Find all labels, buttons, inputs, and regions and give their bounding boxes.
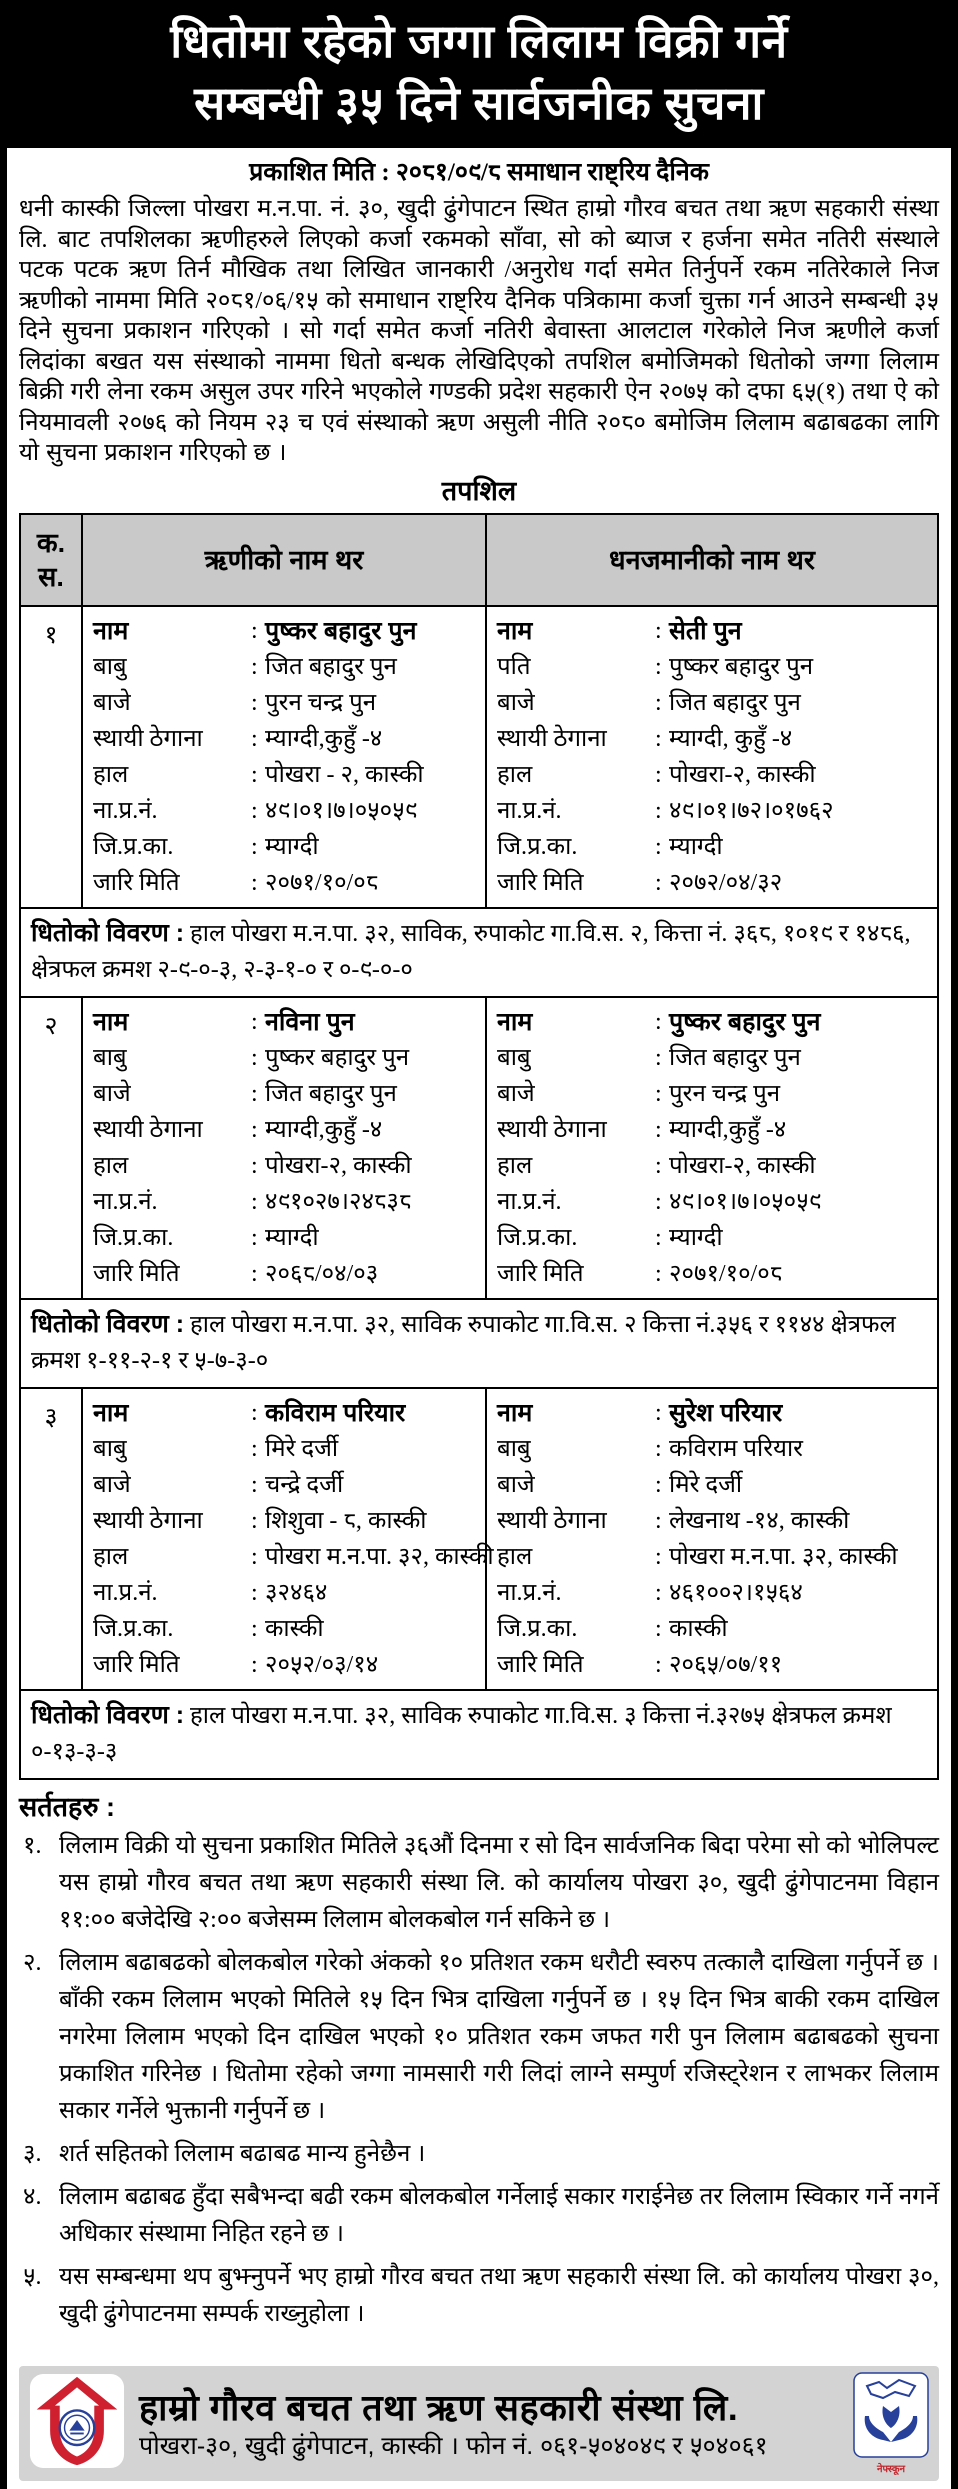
field-value: पुष्कर बहादुर पुन xyxy=(265,616,417,645)
field-line xyxy=(497,1004,929,1040)
field-label: हाल xyxy=(93,761,129,788)
field-value: सुरेश परियार xyxy=(669,1398,783,1427)
field-line xyxy=(93,1503,477,1539)
field-colon: : xyxy=(655,1471,662,1498)
field-line xyxy=(497,1575,929,1611)
collateral-text: हाल पोखरा म.न.पा. ३२, साविक रुपाकोट गा.वि.स. ३ कित्ता नं.३२७५ क्षेत्रफल क्रमश ०-१३-३-३ xyxy=(31,1702,892,1765)
field-colon: : xyxy=(251,1399,258,1426)
field-label: हाल xyxy=(93,1152,129,1179)
field-value: पोखरा - २, कास्की xyxy=(265,761,424,788)
field-line xyxy=(93,1148,477,1184)
field-colon: : xyxy=(251,1471,258,1498)
field-colon: : xyxy=(655,1116,662,1143)
field-label: जारि मिति xyxy=(497,1260,584,1287)
field-line xyxy=(93,613,477,649)
field-colon: : xyxy=(655,833,662,860)
collateral-description-row xyxy=(21,907,937,996)
field-label: हाल xyxy=(497,761,533,788)
field-line xyxy=(93,1220,477,1256)
field-value: म्याग्दी,कुहुँ -४ xyxy=(265,725,383,752)
field-value: सेती पुन xyxy=(669,616,742,645)
borrower-fields xyxy=(93,613,477,901)
field-colon: : xyxy=(251,1507,258,1534)
field-label: स्थायी ठेगाना xyxy=(93,1507,203,1534)
field-label: बाजे xyxy=(497,1080,535,1107)
term-text: शर्त सहितको लिलाम बढाबढ मान्य हुनेछैन । xyxy=(59,2140,426,2167)
field-colon: : xyxy=(655,1260,662,1287)
row-serial-number: ३ xyxy=(21,1389,83,1689)
field-line xyxy=(497,1539,929,1575)
hands-map-icon xyxy=(853,2372,929,2458)
field-value: पोखरा-२, कास्की xyxy=(265,1152,412,1179)
field-line xyxy=(93,793,477,829)
field-colon: : xyxy=(655,1008,662,1035)
field-line xyxy=(497,865,929,901)
field-line xyxy=(497,1431,929,1467)
field-line xyxy=(93,1040,477,1076)
field-line xyxy=(93,1076,477,1112)
field-label: बाजे xyxy=(497,689,535,716)
field-line xyxy=(497,793,929,829)
collateral-text: हाल पोखरा म.न.पा. ३२, साविक, रुपाकोट गा.वि.स. २, कित्ता नं. ३६८, १०१९ र १४८६, क्षेत्रफल क्रमश २-९-०-३, २-३-१-० र ०-९-०-० xyxy=(31,920,911,983)
field-label: जि.प्र.का. xyxy=(93,1615,174,1642)
field-value: लेखनाथ -१४, कास्की xyxy=(669,1507,850,1534)
field-line xyxy=(93,1647,477,1683)
field-colon: : xyxy=(251,1044,258,1071)
term-item xyxy=(19,1828,939,1939)
guarantor-cell xyxy=(487,1389,937,1689)
field-colon: : xyxy=(251,1080,258,1107)
field-value: २०६५/०७/११ xyxy=(669,1651,783,1678)
borrower-fields xyxy=(93,1004,477,1292)
guarantor-cell xyxy=(487,998,937,1298)
field-colon: : xyxy=(251,1651,258,1678)
term-text: यस सम्बन्धमा थप बुझ्नुपर्ने भए हाम्रो गौरव बचत तथा ऋण सहकारी संस्था लि. को कार्यालय पोखरा ३०, खुदी ढुंगेपाटनमा सम्पर्क राख्नुहोला । xyxy=(59,2263,939,2327)
field-label: बाबु xyxy=(497,1044,531,1071)
field-value: ३२४६४ xyxy=(265,1579,328,1606)
field-line xyxy=(497,1184,929,1220)
field-colon: : xyxy=(655,1507,662,1534)
field-label: जि.प्र.का. xyxy=(497,1615,578,1642)
field-value: कविराम परियार xyxy=(669,1435,803,1462)
field-line xyxy=(497,1076,929,1112)
field-line xyxy=(93,685,477,721)
field-line xyxy=(497,757,929,793)
field-value: कविराम परियार xyxy=(265,1398,406,1427)
field-value: कास्की xyxy=(265,1615,324,1642)
details-table-header xyxy=(21,515,937,605)
field-value: २०५२/०३/१४ xyxy=(265,1651,379,1678)
field-label: बाजे xyxy=(497,1471,535,1498)
field-line xyxy=(93,1611,477,1647)
field-line xyxy=(93,1575,477,1611)
field-label: ना.प्र.नं. xyxy=(93,1579,158,1606)
term-text: लिलाम बढाबढको बोलकबोल गरेको अंकको १० प्रतिशत रकम धरौटी स्वरुप तत्कालै दाखिला गर्नुपर्ने छ । बाँकी रकम लिलाम भएको मितिले १५ दिन भित्र दाखिला गर्नुपर्ने छ । १५ दिन भित्र बाकी रकम दाखिल नगरेमा लिलाम भएको दिन दाखिल भएको १० प्रतिशत रकम जफत गरी पुन लिलाम बढाबढको सुचना प्रकाशित गरिनेछ । धितोमा रहेको जग्गा नामसारी गरी लिदां लाग्ने सम्पुर्ण रजिस्ट्रेशन र लाभकर लिलाम सकार गर्नेले भुक्तानी गर्नुपर्ने छ । xyxy=(59,1949,939,2124)
field-colon: : xyxy=(655,1044,662,1071)
row-person-details xyxy=(21,1387,937,1689)
footer-text-block xyxy=(139,2386,839,2462)
term-number: १. xyxy=(23,1832,42,1859)
field-line xyxy=(93,721,477,757)
terms-list xyxy=(19,1828,939,2339)
field-label: हाल xyxy=(93,1543,129,1570)
field-label: बाजे xyxy=(93,1471,131,1498)
borrower-cell xyxy=(83,998,487,1298)
term-item xyxy=(19,2259,939,2333)
field-label: नाम xyxy=(497,1398,533,1427)
field-colon: : xyxy=(251,1152,258,1179)
table-row xyxy=(21,996,937,1387)
field-label: बाजे xyxy=(93,1080,131,1107)
field-label: बाबु xyxy=(93,1435,127,1462)
field-label: जि.प्र.का. xyxy=(93,833,174,860)
masthead xyxy=(0,0,958,148)
field-value: म्याग्दी xyxy=(265,1224,319,1251)
collateral-label: धितोको विवरण : xyxy=(31,1309,185,1338)
page-title-line2: सम्बन्धी ३५ दिने सार्वजनीक सुचना xyxy=(194,77,764,129)
field-value: पुष्कर बहादुर पुन xyxy=(669,1007,821,1036)
field-colon: : xyxy=(655,1152,662,1179)
table-row xyxy=(21,1387,937,1778)
field-colon: : xyxy=(655,1615,662,1642)
serial-header-line2: स. xyxy=(38,561,64,592)
field-line xyxy=(93,1431,477,1467)
field-value: ४९१०२७।२४८३८ xyxy=(265,1188,412,1215)
field-line xyxy=(497,1040,929,1076)
field-line xyxy=(93,829,477,865)
field-colon: : xyxy=(251,869,258,896)
collateral-text: हाल पोखरा म.न.पा. ३२, साविक रुपाकोट गा.वि.स. २ कित्ता नं.३५६ र ११४४ क्षेत्रफल क्रमश १-११-२-१ र ५-७-३-० xyxy=(31,1311,896,1374)
field-label: नाम xyxy=(497,616,533,645)
field-colon: : xyxy=(655,797,662,824)
field-value: २०७२/०४/३२ xyxy=(669,869,783,896)
field-label: जारि मिति xyxy=(497,869,584,896)
details-table-body xyxy=(21,605,937,1778)
field-colon: : xyxy=(655,617,662,644)
field-line xyxy=(497,1611,929,1647)
field-colon: : xyxy=(655,761,662,788)
organization-name: हाम्रो गौरव बचत तथा ऋण सहकारी संस्था लि. xyxy=(139,2386,739,2428)
field-label: स्थायी ठेगाना xyxy=(497,1116,607,1143)
field-value: २०७१/१०/०८ xyxy=(265,869,379,896)
term-item xyxy=(19,2179,939,2253)
field-label: बाबु xyxy=(93,653,127,680)
field-colon: : xyxy=(251,1188,258,1215)
nefscun-logo xyxy=(853,2372,929,2475)
collateral-description-row xyxy=(21,1689,937,1778)
collateral-label: धितोको विवरण : xyxy=(31,1700,185,1729)
field-colon: : xyxy=(655,689,662,716)
field-colon: : xyxy=(251,833,258,860)
field-value: पोखरा म.न.पा. ३२, कास्की xyxy=(265,1543,494,1570)
published-date-line: प्रकाशित मिति : २०८१/०९/८ समाधान राष्ट्रिय दैनिक xyxy=(249,159,709,186)
field-label: ना.प्र.नं. xyxy=(497,1579,562,1606)
field-line xyxy=(497,685,929,721)
field-value: नविना पुन xyxy=(265,1007,355,1036)
field-label: ना.प्र.नं. xyxy=(93,1188,158,1215)
field-label: जारि मिति xyxy=(93,1260,180,1287)
field-line xyxy=(497,721,929,757)
term-number: ५. xyxy=(23,2263,42,2290)
field-line xyxy=(497,1395,929,1431)
field-value: म्याग्दी,कुहुँ -४ xyxy=(265,1116,383,1143)
field-label: ना.प्र.नं. xyxy=(497,1188,562,1215)
field-colon: : xyxy=(251,1615,258,1642)
field-colon: : xyxy=(655,1435,662,1462)
field-line xyxy=(497,1503,929,1539)
field-colon: : xyxy=(655,1224,662,1251)
field-label: जारि मिति xyxy=(497,1651,584,1678)
field-line xyxy=(93,1539,494,1575)
term-number: २. xyxy=(23,1949,42,1976)
field-label: जि.प्र.का. xyxy=(497,833,578,860)
table-row xyxy=(21,605,937,996)
field-line xyxy=(497,649,929,685)
field-colon: : xyxy=(251,1543,258,1570)
borrower-cell xyxy=(83,1389,494,1689)
collateral-description-row xyxy=(21,1298,937,1387)
field-value: कास्की xyxy=(669,1615,728,1642)
row-person-details xyxy=(21,605,937,907)
field-colon: : xyxy=(251,725,258,752)
field-label: ना.प्र.नं. xyxy=(93,797,158,824)
field-colon: : xyxy=(251,1224,258,1251)
terms-heading: सर्ततहरु : xyxy=(19,1791,116,1822)
field-colon: : xyxy=(655,1399,662,1426)
field-value: ४९।०१।७२।०१७६२ xyxy=(669,797,834,824)
field-value: पुष्कर बहादुर पुन xyxy=(669,653,814,680)
field-value: म्याग्दी, कुहुँ -४ xyxy=(669,725,793,752)
column-header-serial xyxy=(21,515,83,605)
guarantor-fields xyxy=(497,1395,929,1683)
field-value: पोखरा-२, कास्की xyxy=(669,1152,816,1179)
footer-band xyxy=(19,2366,939,2481)
column-header-borrower: ऋणीको नाम थर xyxy=(83,515,487,605)
field-colon: : xyxy=(251,1116,258,1143)
details-table xyxy=(19,513,939,1780)
field-value: पोखरा म.न.पा. ३२, कास्की xyxy=(669,1543,898,1570)
field-label: जारि मिति xyxy=(93,869,180,896)
field-label: नाम xyxy=(497,1007,533,1036)
field-label: नाम xyxy=(93,1398,129,1427)
field-colon: : xyxy=(251,653,258,680)
field-line xyxy=(93,1467,477,1503)
field-value: म्याग्दी,कुहुँ -४ xyxy=(669,1116,787,1143)
field-colon: : xyxy=(655,869,662,896)
column-header-guarantor: धनजमानीको नाम थर xyxy=(609,544,815,575)
field-line xyxy=(497,1467,929,1503)
field-label: नाम xyxy=(93,616,129,645)
cooperative-logo xyxy=(29,2373,125,2474)
field-line xyxy=(497,1148,929,1184)
field-label: बाजे xyxy=(93,689,131,716)
field-label: पति xyxy=(497,653,531,680)
notice-body xyxy=(7,148,951,2489)
organization-address-phone: पोखरा-३०, खुदी ढुंगेपाटन, कास्की । फोन नं. ०६१-५०४०४९ र ५०४०६१ xyxy=(139,2431,768,2460)
field-label: नाम xyxy=(93,1007,129,1036)
field-value: जित बहादुर पुन xyxy=(669,1044,801,1071)
field-colon: : xyxy=(655,1080,662,1107)
term-text: लिलाम विक्री यो सुचना प्रकाशित मितिले ३६औं दिनमा र सो दिन सार्वजनिक बिदा परेमा सो को भोलिपल्ट यस हाम्रो गौरव बचत तथा ऋण सहकारी संस्था लि. को कार्यालय पोखरा ३०, खुदी ढुंगेपाटनमा विहान ११:०० बजेदेखि २:०० बजेसम्म लिलाम बोलकबोल गर्न सकिने छ । xyxy=(59,1832,939,1933)
field-label: स्थायी ठेगाना xyxy=(497,725,607,752)
field-colon: : xyxy=(251,1579,258,1606)
guarantor-fields xyxy=(497,1004,929,1292)
field-colon: : xyxy=(251,689,258,716)
field-colon: : xyxy=(251,1008,258,1035)
field-label: स्थायी ठेगाना xyxy=(93,1116,203,1143)
field-line xyxy=(93,757,477,793)
guarantor-cell xyxy=(487,607,937,907)
field-colon: : xyxy=(655,653,662,680)
field-colon: : xyxy=(251,1260,258,1287)
term-item xyxy=(19,2136,939,2173)
term-number: ३. xyxy=(23,2140,42,2167)
field-value: जित बहादुर पुन xyxy=(265,1080,397,1107)
term-text: लिलाम बढाबढ हुँदा सबैभन्दा बढी रकम बोलकबोल गर्नेलाई सकार गराईनेछ तर लिलाम स्विकार गर्ने नगर्ने अधिकार संस्थामा निहित रहने छ । xyxy=(59,2183,939,2247)
field-value: जित बहादुर पुन xyxy=(265,653,397,680)
field-value: ४६१००२।१५६४ xyxy=(669,1579,803,1606)
field-colon: : xyxy=(251,617,258,644)
field-value: शिशुवा - ८, कास्की xyxy=(265,1507,427,1534)
row-serial-number: १ xyxy=(21,607,83,907)
field-line xyxy=(93,1184,477,1220)
field-value: मिरे दर्जी xyxy=(669,1471,743,1498)
field-value: पोखरा-२, कास्की xyxy=(669,761,816,788)
field-colon: : xyxy=(655,1579,662,1606)
borrower-cell xyxy=(83,607,487,907)
term-number: ४. xyxy=(23,2183,42,2210)
field-label: स्थायी ठेगाना xyxy=(497,1507,607,1534)
field-value: म्याग्दी xyxy=(669,1224,723,1251)
field-colon: : xyxy=(251,1435,258,1462)
field-value: २०६८/०४/०३ xyxy=(265,1260,379,1287)
field-label: हाल xyxy=(497,1543,533,1570)
field-colon: : xyxy=(655,1651,662,1678)
field-value: ४९।०१।७।०५०५९ xyxy=(265,797,418,824)
field-line xyxy=(93,1256,477,1292)
notice-intro-paragraph: धनी कास्की जिल्ला पोखरा म.न.पा. नं. ३०, खुदी ढुंगेपाटन स्थित हाम्रो गौरव बचत तथा ऋण सहकारी संस्था लि. बाट तपशिलका ऋणीहरुले लिएको कर्जा रकमको साँवा, सो को ब्याज र हर्जना समेत नतिरी संस्थाले पटक पटक ऋण तिर्न मौखिक तथा लिखित जानकारी /अनुरोध गर्दा समेत तिर्नुपर्ने रकम नतिरेकाले निज ऋणीको नाममा मिति २०८१/०६/१५ को समाधान राष्ट्रिय दैनिक पत्रिकामा कर्जा चुक्ता गर्न आउने सम्बन्धी ३५ दिने सुचना प्रकाशन गरिएको । सो गर्दा समेत कर्जा नतिरी बेवास्ता आलटाल गरेकोले निज ऋणीले कर्जा लिदांका बखत यस संस्थाको नाममा धितो बन्धक लेखिदिएको तपशिल बमोजिमको धितोको जग्गा लिलाम बिक्री गरी लेना रकम असुल उपर गरिने भएकोले गण्डकी प्रदेश सहकारी ऐन २०७५ को दफा ६५(१) तथा ऐ को नियमावली २०७६ को नियम २३ च एवं संस्थाको ऋण असुली नीति २०८० बमोजिम लिलाम बढाबढका लागि यो सुचना प्रकाशन गरिएको छ । xyxy=(19,196,939,466)
field-label: जारि मिति xyxy=(93,1651,180,1678)
field-value: म्याग्दी xyxy=(265,833,319,860)
field-line xyxy=(93,1395,477,1431)
details-section-title: तपशिल xyxy=(441,475,517,506)
field-line xyxy=(93,865,477,901)
field-label: ना.प्र.नं. xyxy=(497,797,562,824)
field-line xyxy=(497,1647,929,1683)
borrower-fields xyxy=(93,1395,494,1683)
field-colon: : xyxy=(251,797,258,824)
field-label: जि.प्र.का. xyxy=(93,1224,174,1251)
field-colon: : xyxy=(655,1188,662,1215)
field-line xyxy=(497,613,929,649)
field-label: स्थायी ठेगाना xyxy=(93,725,203,752)
field-line xyxy=(93,649,477,685)
field-value: २०७१/१०/०८ xyxy=(669,1260,783,1287)
field-value: ४९।०१।७।०५०५९ xyxy=(669,1188,822,1215)
field-line xyxy=(497,1220,929,1256)
field-value: पुरन चन्द्र पुन xyxy=(669,1080,781,1107)
serial-header-line1: क. xyxy=(36,527,66,558)
field-value: पुष्कर बहादुर पुन xyxy=(265,1044,410,1071)
page-title-line1: धितोमा रहेको जग्गा लिलाम विक्री गर्ने xyxy=(170,15,788,67)
field-label: बाबु xyxy=(497,1435,531,1462)
field-value: म्याग्दी xyxy=(669,833,723,860)
nefscun-caption: नेफ्स्कून xyxy=(876,2464,906,2475)
field-line xyxy=(497,1112,929,1148)
guarantor-fields xyxy=(497,613,929,901)
field-label: बाबु xyxy=(93,1044,127,1071)
field-line xyxy=(93,1112,477,1148)
field-value: जित बहादुर पुन xyxy=(669,689,801,716)
row-serial-number: २ xyxy=(21,998,83,1298)
field-line xyxy=(497,829,929,865)
field-line xyxy=(497,1256,929,1292)
collateral-label: धितोको विवरण : xyxy=(31,918,185,947)
field-label: हाल xyxy=(497,1152,533,1179)
field-value: मिरे दर्जी xyxy=(265,1435,339,1462)
field-value: चन्द्रे दर्जी xyxy=(265,1471,344,1498)
row-person-details xyxy=(21,996,937,1298)
term-item xyxy=(19,1945,939,2130)
field-colon: : xyxy=(655,1543,662,1570)
house-seal-icon xyxy=(29,2373,125,2469)
field-colon: : xyxy=(251,761,258,788)
field-colon: : xyxy=(655,725,662,752)
field-label: जि.प्र.का. xyxy=(497,1224,578,1251)
field-line xyxy=(93,1004,477,1040)
field-value: पुरन चन्द्र पुन xyxy=(265,689,377,716)
